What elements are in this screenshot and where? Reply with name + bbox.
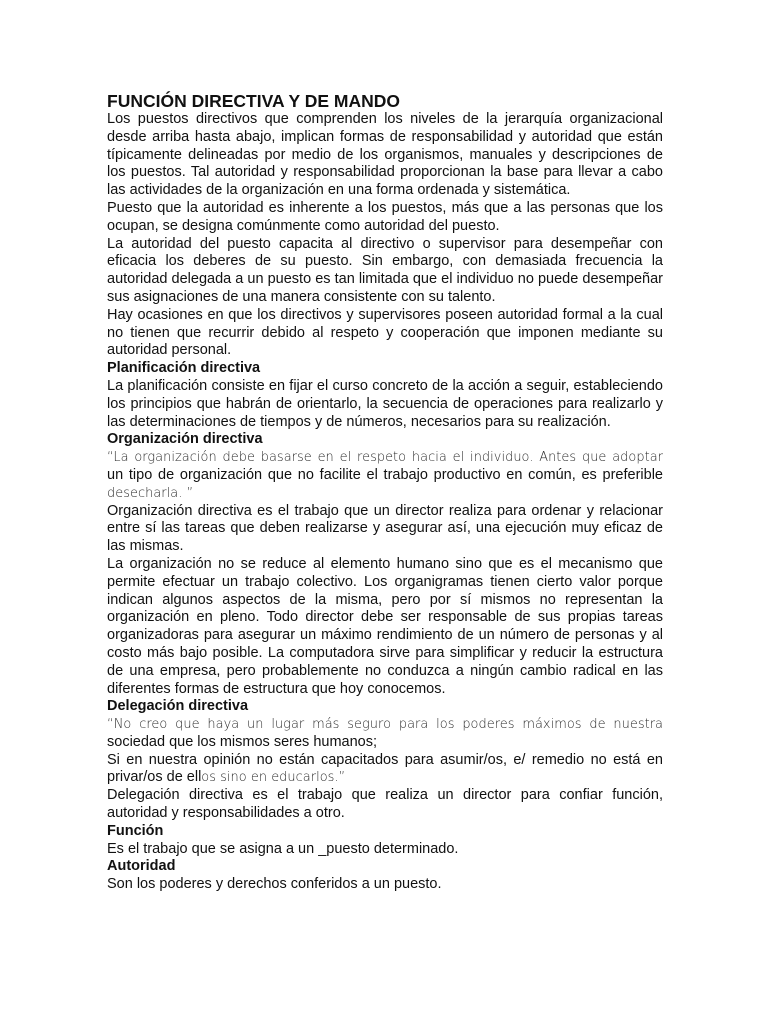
document-page [107,90,663,894]
intro-paragraph-1: Los puestos directivos que comprenden los niveles de la jerarquía organizacional desde arriba hasta abajo, implican formas de responsabilidad y autoridad que están típicamente delineadas por medio de los organismos, manuales y descripciones de los puestos. Tal autoridad y responsabilidad proporcionan la base para llevar a cabo las actividades de la organización en una forma ordenada y sistemática. [107,111,663,199]
document-title: FUNCIÓN DIRECTIVA Y DE MANDO [107,91,400,111]
autoridad-paragraph: Son los poderes y derechos conferidos a un puesto. [107,876,442,893]
intro-paragraph-3: La autoridad del puesto capacita al directivo o supervisor para desempeñar con eficacia los deberes de su puesto. Sin embargo, con demasiada frecuencia la autoridad delegada a un puesto es tan limitada que el individuo no puede desempeñar sus asignaciones de una manera consistente con su talento. [107,235,663,305]
delegacion-quote-part-a: “No creo que haya un lugar más seguro para los poderes máximos de nuestra [107,717,663,733]
heading-delegacion: Delegación directiva [107,698,249,715]
organizacion-quote-part-b: un tipo de organización que no facilite el trabajo productivo en común, es preferible [107,466,663,483]
intro-paragraph-4: Hay ocasiones en que los directivos y supervisores poseen autoridad formal a la cual no tienen que recurrir debido al respeto y cooperación que imponen mediante su autoridad personal. [107,306,663,359]
organizacion-paragraph-1: Organización directiva es el trabajo que un director realiza para ordenar y relacionar entre sí las tareas que deben realizarse y asegurar así, una ejecución muy eficaz de las mismas. [107,502,663,555]
delegacion-quote-part-d: os sino en educarlos.” [201,770,346,786]
planificacion-paragraph: La planificación consiste en fijar el curso concreto de la acción a seguir, estableciendo los principios que habrán de orientarlo, la secuencia de operaciones para realizarlo y las determinaciones de tiempos y de números, necesarios para su realización. [107,377,663,430]
heading-organizacion: Organización directiva [107,431,263,448]
delegacion-quote-part-b: sociedad que los mismos seres humanos; [107,733,377,750]
heading-autoridad: Autoridad [107,858,176,875]
delegacion-paragraph: Delegación directiva es el trabajo que realiza un director para confiar función, autoridad y responsabilidades a otro. [107,787,663,822]
heading-funcion: Función [107,822,164,839]
organizacion-quote-part-c: desecharla. ” [107,485,194,501]
funcion-paragraph: Es el trabajo que se asigna a un _puesto determinado. [107,840,459,857]
organizacion-paragraph-2: La organización no se reduce al elemento humano sino que es el mecanismo que permite efectuar un trabajo colectivo. Los organigramas tienen cierto valor porque indican algunos aspectos de la misma, pero por sí mismos no representan la organización en pleno. Todo director debe ser responsable de sus propias tareas organizadoras para asegurar un máximo rendimiento de un número de personas y al costo más bajo posible. La computadora sirve para simplificar y reducir la estructura de una empresa, pero probablemente no conduzca a ningún cambio radical en las diferentes formas de estructura que hoy conocemos. [107,555,663,697]
delegacion-quote-part-c: Si en nuestra opinión no están capacitados para asumir/os, e/ remedio no está en privar/os de ell [107,751,663,786]
organizacion-quote [107,449,663,502]
delegacion-quote-2 [107,752,663,788]
delegacion-quote-1 [107,716,663,752]
intro-paragraph-2: Puesto que la autoridad es inherente a los puestos, más que a las personas que los ocupan, se designa comúnmente como autoridad del puesto. [107,199,663,234]
organizacion-quote-part-a: “La organización debe basarse en el respeto hacia el individuo. Antes que adoptar [107,450,663,466]
heading-planificacion: Planificación directiva [107,360,261,377]
